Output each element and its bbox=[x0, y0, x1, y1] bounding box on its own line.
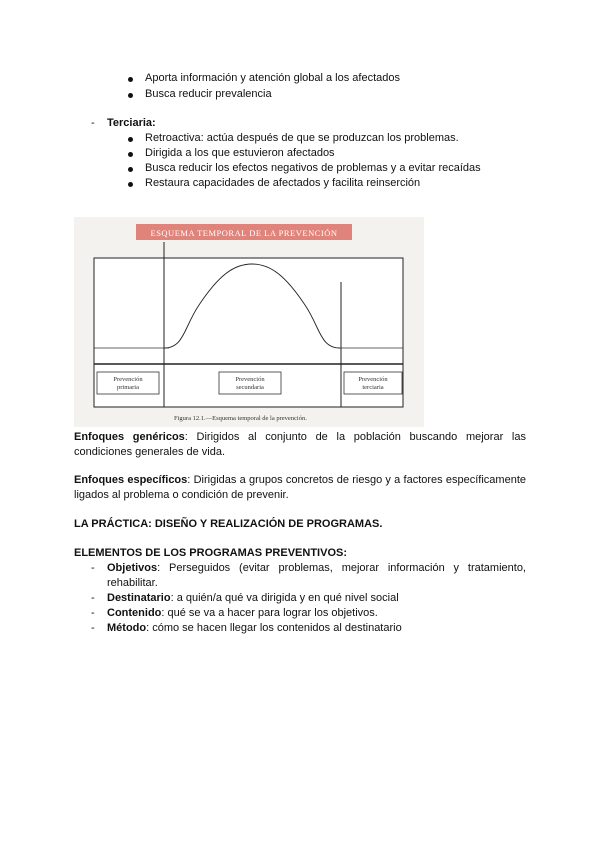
term-text: : qué se va a hacer para lograr los objetivos. bbox=[161, 607, 378, 619]
bullet-icon bbox=[128, 77, 133, 82]
list-item bbox=[91, 561, 526, 591]
bullet-icon bbox=[128, 137, 133, 142]
bullet-icon bbox=[128, 167, 133, 172]
paragraph-enfoques-genericos bbox=[74, 430, 526, 460]
box-secundaria-line2: secundaria bbox=[236, 384, 264, 391]
term-text: : cómo se hacen llegar los contenidos al destinatario bbox=[146, 622, 402, 634]
box-terciaria-line2: terciaria bbox=[362, 384, 384, 391]
dash-marker: - bbox=[91, 562, 95, 574]
term-label: Enfoques específicos bbox=[74, 474, 188, 486]
figure-graphic bbox=[74, 217, 424, 427]
terciaria-heading: Terciaria: bbox=[107, 117, 156, 129]
terciaria-dash: - bbox=[91, 117, 95, 129]
term-text: : Perseguidos (evitar problemas, mejorar información y tratamiento, rehabilitar. bbox=[107, 562, 526, 589]
section-heading: ELEMENTOS DE LOS PROGRAMAS PREVENTIVOS: bbox=[74, 547, 347, 559]
bullet-icon bbox=[128, 182, 133, 187]
bullet-text: Aporta información y atención global a los afectados bbox=[145, 72, 400, 84]
box-secundaria-line1: Prevención bbox=[235, 376, 265, 383]
list-item bbox=[91, 606, 526, 621]
section-heading: LA PRÁCTICA: DISEÑO Y REALIZACIÓN DE PROGRAMAS. bbox=[74, 518, 383, 530]
list-item bbox=[91, 621, 526, 636]
box-terciaria-line1: Prevención bbox=[358, 376, 388, 383]
box-primaria-line2: primaria bbox=[116, 384, 140, 391]
bullet-text: Busca reducir prevalencia bbox=[145, 88, 272, 100]
list-item bbox=[91, 591, 526, 606]
figure-title: ESQUEMA TEMPORAL DE LA PREVENCIÓN bbox=[150, 228, 338, 238]
dash-marker: - bbox=[91, 622, 95, 634]
term-label: Destinatario bbox=[107, 592, 171, 604]
paragraph-enfoques-especificos bbox=[74, 473, 526, 503]
term-text: : Dirigidos al conjunto de la población buscando mejorar las condiciones generales de vida. bbox=[74, 431, 526, 458]
figure-caption: Figura 12.1.—Esquema temporal de la prevención. bbox=[174, 415, 307, 422]
bullet-text: Restaura capacidades de afectados y facilita reinserción bbox=[145, 177, 421, 189]
term-label: Objetivos bbox=[107, 562, 158, 574]
bullet-text: Retroactiva: actúa después de que se produzcan los problemas. bbox=[145, 132, 459, 144]
bullet-icon bbox=[128, 152, 133, 157]
term-label: Enfoques genéricos bbox=[74, 431, 185, 443]
bullet-text: Busca reducir los efectos negativos de problemas y a evitar recaídas bbox=[145, 162, 481, 174]
term-label: Método bbox=[107, 622, 147, 634]
dash-marker: - bbox=[91, 607, 95, 619]
dash-marker: - bbox=[91, 592, 95, 604]
bullet-icon bbox=[128, 93, 133, 98]
box-primaria-line1: Prevención bbox=[113, 376, 143, 383]
term-text: : a quién/a qué va dirigida y en qué nivel social bbox=[170, 592, 399, 604]
prevention-timeline-figure bbox=[74, 217, 424, 427]
bullet-text: Dirigida a los que estuvieron afectados bbox=[145, 147, 335, 159]
term-label: Contenido bbox=[107, 607, 162, 619]
term-text: : Dirigidas a grupos concretos de riesgo y a factores específicamente ligados al problema o condición de prevenir. bbox=[74, 474, 526, 501]
